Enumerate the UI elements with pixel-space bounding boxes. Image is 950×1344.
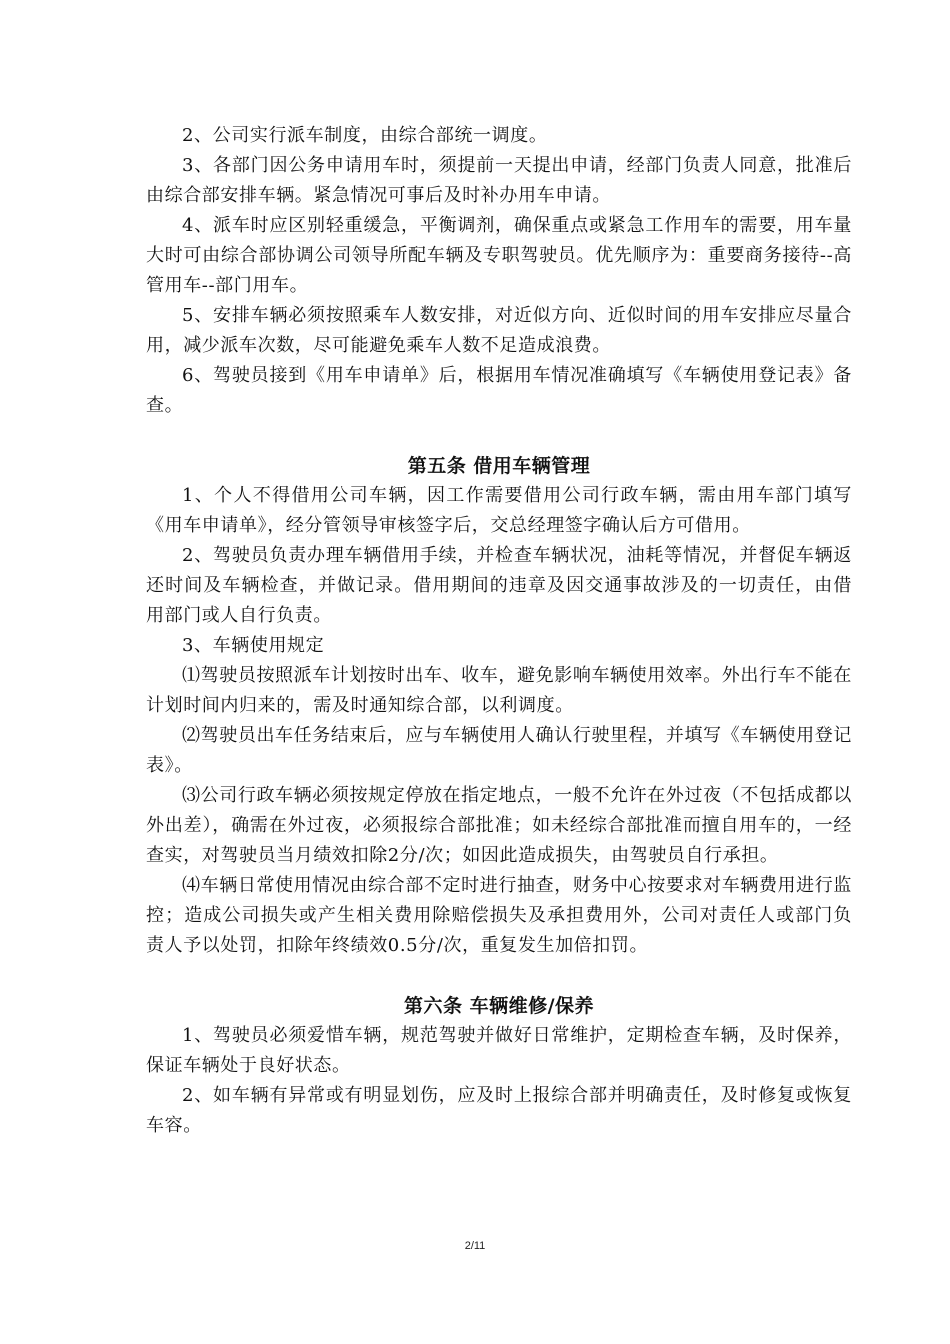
paragraph: 5、安排车辆必须按照乘车人数安排，对近似方向、近似时间的用车安排应尽量合用，减少派车次数，尽可能避免乘车人数不足造成浪费。 — [146, 305, 852, 356]
paragraph: 3、车辆使用规定 — [182, 635, 325, 656]
article5-section — [146, 451, 852, 961]
article6-section — [146, 991, 852, 1141]
paragraph: ⑶公司行政车辆必须按规定停放在指定地点，一般不允许在外过夜（不包括成都以外出差），确需在外过夜，必须报综合部批准；如未经综合部批准而擅自用车的，一经查实，对驾驶员当月绩效扣除2分/次；如因此造成损失，由驾驶员自行承担。 — [146, 785, 852, 866]
paragraph: 4、派车时应区别轻重缓急，平衡调剂，确保重点或紧急工作用车的需要，用车量大时可由综合部协调公司领导所配车辆及专职驾驶员。优先顺序为：重要商务接待--高管用车--部门用车。 — [146, 215, 852, 296]
paragraph: 6、驾驶员接到《用车申请单》后，根据用车情况准确填写《车辆使用登记表》备查。 — [146, 365, 852, 416]
paragraph: ⑵驾驶员出车任务结束后，应与车辆使用人确认行驶里程，并填写《车辆使用登记表》。 — [146, 725, 852, 776]
paragraph: 2、公司实行派车制度，由综合部统一调度。 — [182, 125, 548, 146]
paragraph: 2、如车辆有异常或有明显划伤，应及时上报综合部并明确责任，及时修复或恢复车容。 — [146, 1085, 852, 1136]
paragraph: 2、驾驶员负责办理车辆借用手续，并检查车辆状况，油耗等情况，并督促车辆返还时间及车辆检查，并做记录。借用期间的违章及因交通事故涉及的一切责任，由借用部门或人自行负责。 — [146, 545, 852, 626]
paragraph: 1、个人不得借用公司车辆，因工作需要借用公司行政车辆，需由用车部门填写《用车申请单》，经分管领导审核签字后，交总经理签字确认后方可借用。 — [146, 485, 852, 536]
page-number: 2/11 — [464, 1240, 486, 1252]
document-body — [146, 121, 852, 1141]
article5-heading: 第五条 借用车辆管理 — [407, 455, 591, 477]
paragraph: 3、各部门因公务申请用车时，须提前一天提出申请，经部门负责人同意，批准后由综合部安排车辆。紧急情况可事后及时补办用车申请。 — [146, 155, 852, 206]
paragraph: ⑴驾驶员按照派车计划按时出车、收车，避免影响车辆使用效率。外出行车不能在计划时间内归来的，需及时通知综合部，以利调度。 — [146, 665, 852, 716]
intro-section — [146, 121, 852, 421]
article6-heading: 第六条 车辆维修/保养 — [403, 995, 595, 1017]
paragraph: ⑷车辆日常使用情况由综合部不定时进行抽查，财务中心按要求对车辆费用进行监控；造成公司损失或产生相关费用除赔偿损失及承担费用外，公司对责任人或部门负责人予以处罚，扣除年终绩效0.5分/次，重复发生加倍扣罚。 — [146, 875, 852, 956]
paragraph: 1、驾驶员必须爱惜车辆，规范驾驶并做好日常维护，定期检查车辆，及时保养，保证车辆处于良好状态。 — [146, 1025, 852, 1076]
